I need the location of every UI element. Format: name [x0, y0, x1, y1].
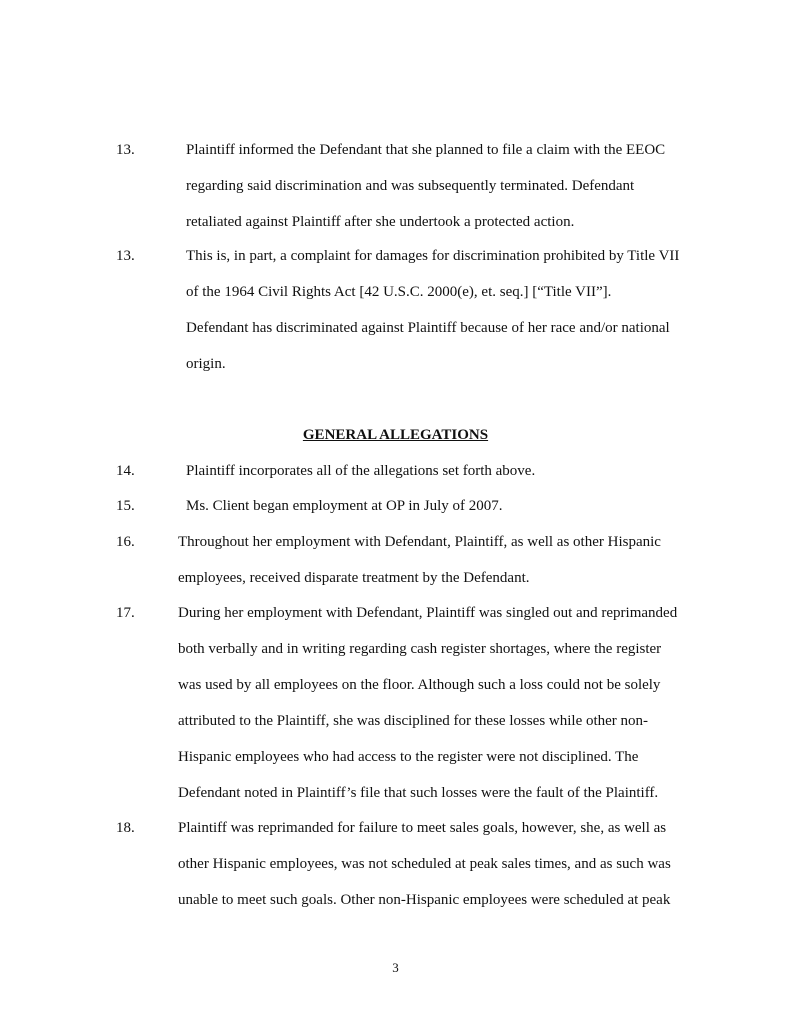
paragraph-line: of the 1964 Civil Rights Act [42 U.S.C. 2000(e), et. seq.] [“Title VII”]. [186, 284, 612, 300]
paragraph-number: 14. [116, 463, 135, 479]
paragraph-line: Ms. Client began employment at OP in July of 2007. [186, 498, 503, 514]
paragraph-number: 17. [116, 605, 135, 621]
paragraph-18 [116, 810, 716, 918]
paragraph-line: Hispanic employees who had access to the register were not disciplined. The [178, 749, 639, 765]
paragraph-17 [116, 595, 716, 811]
paragraph-line: Defendant has discriminated against Plaintiff because of her race and/or national [186, 320, 670, 336]
paragraph-number: 13. [116, 142, 135, 158]
paragraph-line: regarding said discrimination and was subsequently terminated. Defendant [186, 178, 635, 194]
paragraph-line: Throughout her employment with Defendant, Plaintiff, as well as other Hispanic [178, 534, 661, 550]
section-heading: GENERAL ALLEGATIONS [302, 427, 489, 443]
paragraph-15 [116, 488, 716, 524]
paragraph-line: Defendant noted in Plaintiff’s file that such losses were the fault of the Plaintiff. [178, 785, 659, 801]
paragraph-line: This is, in part, a complaint for damages for discrimination prohibited by Title VII [186, 248, 680, 264]
paragraph-line: Plaintiff was reprimanded for failure to meet sales goals, however, she, as well as [178, 820, 667, 836]
paragraph-line: Plaintiff incorporates all of the allegations set forth above. [186, 463, 536, 479]
paragraph-line: attributed to the Plaintiff, she was disciplined for these losses while other non- [178, 713, 649, 729]
paragraph-number: 16. [116, 534, 135, 550]
paragraph-line: other Hispanic employees, was not scheduled at peak sales times, and as such was [178, 856, 671, 872]
paragraph-16 [116, 524, 716, 596]
paragraph-line: During her employment with Defendant, Plaintiff was singled out and reprimanded [178, 605, 678, 621]
paragraph-line: employees, received disparate treatment by the Defendant. [178, 570, 530, 586]
paragraph-number: 18. [116, 820, 135, 836]
paragraph-line: unable to meet such goals. Other non-Hispanic employees were scheduled at peak [178, 892, 671, 908]
paragraph-14 [116, 453, 716, 489]
paragraph-line: both verbally and in writing regarding cash register shortages, where the register [178, 641, 662, 657]
paragraph-line: was used by all employees on the floor. Although such a loss could not be solely [178, 677, 661, 693]
paragraph-13a [116, 132, 716, 240]
paragraph-line: retaliated against Plaintiff after she undertook a protected action. [186, 214, 575, 230]
paragraph-number: 15. [116, 498, 135, 514]
paragraph-line: Plaintiff informed the Defendant that she planned to file a claim with the EEOC [186, 142, 666, 158]
page-number: 3 [392, 960, 399, 975]
paragraph-line: origin. [186, 356, 226, 372]
paragraph-number: 13. [116, 248, 135, 264]
paragraph-13b [116, 238, 716, 382]
